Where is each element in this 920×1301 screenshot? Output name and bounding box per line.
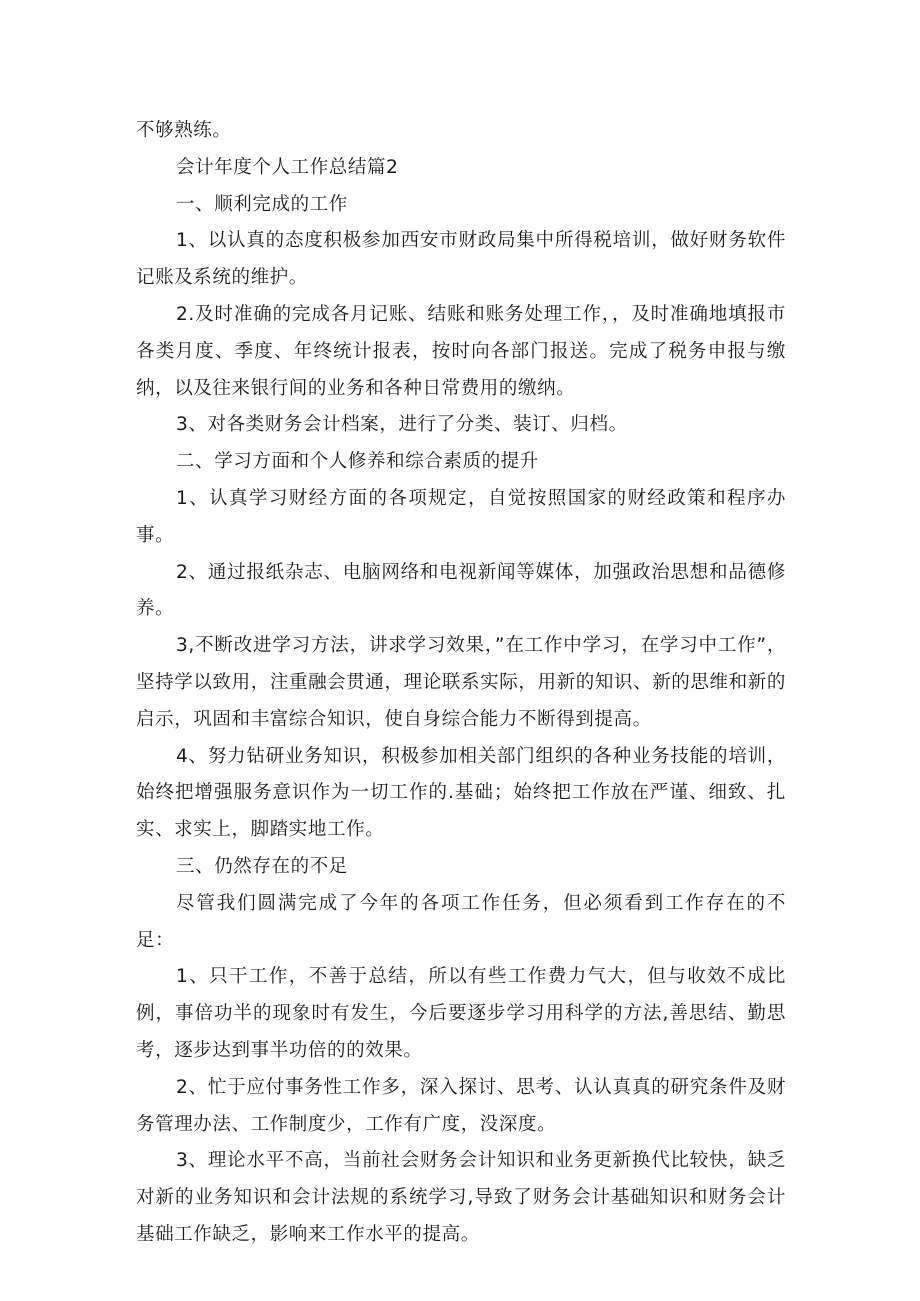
- paragraph: 3、理论水平不高，当前社会财务会计知识和业务更新换代比较快，缺乏对新的业务知识和会计法规的系统学习,导致了财务会计基础知识和财务会计基础工作缺乏，影响来工作水平的提高。: [136, 1150, 786, 1245]
- paragraph: 2.及时准确的完成各月记账、结账和账务处理工作，，及时准确地填报市各类月度、季度、年终统计报表，按时向各部门报送。完成了税务申报与缴纳，以及往来银行间的业务和各种日常费用的缴纳。: [136, 303, 786, 399]
- paragraph: 2、通过报纸杂志、电脑网络和电视新闻等媒体，加强政治思想和品德修养。: [136, 561, 786, 620]
- paragraph: 1、以认真的态度积极参加西安市财政局集中所得税培训，做好财务软件记账及系统的维护。: [136, 230, 786, 289]
- paragraph: 3,不断改进学习方法，讲求学习效果，”在工作中学习，在学习中工作”，坚持学以致用，注重融会贯通，理论联系实际，用新的知识、新的思维和新的启示，巩固和丰富综合知识，使自身综合能力不断得到提高。: [136, 635, 786, 730]
- heading-completed-work: 一、顺利完成的工作: [176, 193, 348, 215]
- paragraph-continuation: 不够熟练。: [136, 120, 232, 141]
- heading-shortcomings: 三、仍然存在的不足: [176, 855, 348, 877]
- document-body: [136, 113, 786, 1254]
- paragraph: 1、只干工作，不善于总结，所以有些工作费力气大，但与收效不成比例，事倍功半的现象时有发生，今后要逐步学习用科学的方法,善思结、勤思考，逐步达到事半功倍的的效果。: [136, 966, 786, 1061]
- paragraph: 尽管我们圆满完成了今年的各项工作任务，但必须看到工作存在的不足：: [136, 892, 786, 951]
- paragraph: 2、忙于应付事务性工作多，深入探讨、思考、认认真真的研究条件及财务管理办法、工作制度少，工作有广度，没深度。: [136, 1076, 786, 1135]
- paragraph: 1、认真学习财经方面的各项规定，自觉按照国家的财经政策和程序办事。: [136, 487, 786, 546]
- paragraph: 4、努力钻研业务知识，积极参加相关部门组织的各种业务技能的培训，始终把增强服务意识作为一切工作的.基础；始终把工作放在严谨、细致、扎实、求实上，脚踏实地工作。: [136, 745, 786, 841]
- paragraph: 3、对各类财务会计档案，进行了分类、装订、归档。: [176, 414, 628, 436]
- heading-learning: 二、学习方面和个人修养和综合素质的提升: [176, 451, 539, 473]
- section-title: 会计年度个人工作总结篇2: [176, 156, 399, 178]
